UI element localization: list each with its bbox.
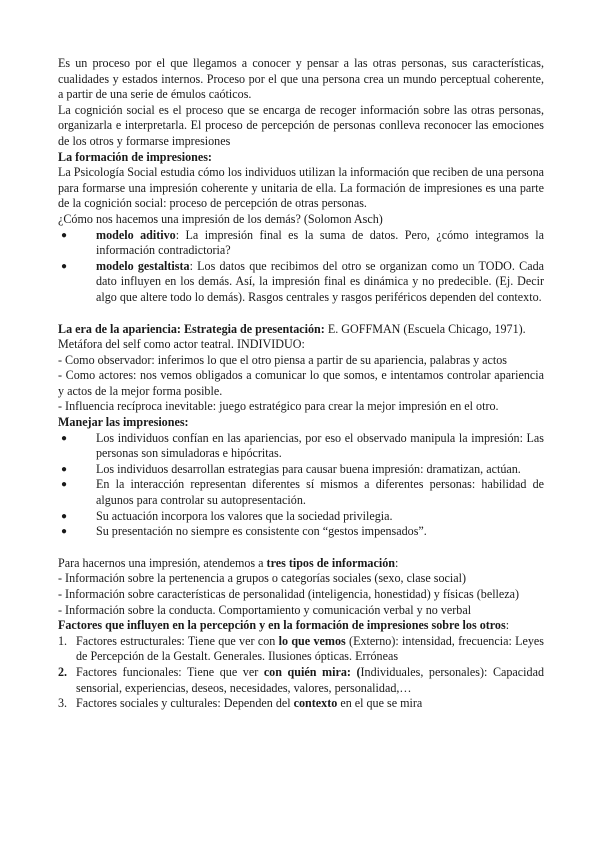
list-item: ● Su presentación no siempre es consistente con “gestos impensados”. [58, 524, 544, 540]
apariencia-heading-bold: La era de la apariencia: Estrategia de presentación: [58, 321, 325, 336]
factores-heading-colon: : [505, 618, 510, 633]
asch-question: ¿Cómo nos hacemos una impresión de los demás? (Solomon Asch) [58, 211, 383, 226]
tipos-line-1: - Información sobre la pertenencia a grupos o categorías sociales (sexo, clase social) [58, 571, 466, 586]
document-page [58, 56, 544, 712]
apariencia-line-2: - Como observador: inferimos lo que el otro piensa a partir de su apariencia, palabras y actos [58, 352, 507, 367]
tipos-intro [58, 556, 544, 572]
list-item-number: 2. [58, 664, 68, 679]
tipos-line-2: - Información sobre características de personalidad (inteligencia, honestidad) y físicas (belleza) [58, 587, 520, 601]
list-item-pre: Factores estructurales: Tiene que ver con [76, 633, 279, 648]
list-item: ● Los individuos desarrollan estrategias para causar buena impresión: dramatizan, actúan. [58, 462, 544, 478]
list-item-number: 1. [58, 633, 68, 648]
intro-paragraph-1: Es un proceso por el que llegamos a conocer y pensar a las otras personas, sus características, cualidades y estados internos. Proceso por el que una persona crea un mundo perceptual coherente, a partir de una serie de émulos caóticos. [58, 56, 544, 102]
factores-heading-text: Factores que influyen en la percepción y en la formación de impresiones sobre los otros [58, 618, 506, 633]
list-item-post: (Externo): intensidad, frecuencia: Leyes de Percepción de la Gestalt. Generales. Ilusiones ópticas. Erróneas [76, 633, 545, 664]
list-item-bold: contexto [293, 696, 338, 711]
intro-paragraph-2: La cognición social es el proceso que se encarga de recoger información sobre las otras personas, organizarla e interpretarla. El proceso de percepción de personas conlleva reconocer las emociones de los otros y formarse impresiones [58, 102, 544, 148]
list-item-number: 3. [58, 696, 68, 711]
list-item-text: : Los datos que recibimos del otro se organizan como un TODO. Cada dato influyen en los demás. Así, la impresión final es dinámica y no predecible. (Ej. Decir algo que altere todo lo demás). Rasgos centrales y rasgos periféricos dependen del contexto. [96, 258, 544, 304]
list-item-post: Individuales, personales): Capacidad sensorial, experiencias, deseos, necesidades, valores, personalidad,… [76, 664, 544, 695]
list-item [58, 634, 544, 665]
list-item-bold: modelo gestaltista [96, 258, 190, 273]
list-item: ● Su actuación incorpora los valores que la sociedad privilegia. [58, 509, 544, 525]
tipos-intro-pre: Para hacernos una impresión, atendemos a [58, 555, 267, 570]
apariencia-line-3: - Como actores: nos vemos obligados a comunicar lo que somos, e intentamos controlar apariencia y actos de la mejor forma posible. [58, 368, 544, 398]
list-item-bold: lo que vemos [278, 633, 346, 648]
apariencia-line-4: - Influencia recíproca inevitable: juego estratégico para crear la mejor impresión en el otro. [58, 399, 499, 414]
apariencia-heading [58, 322, 544, 338]
tipos-intro-post: : [394, 555, 399, 570]
list-item-text: : La impresión final es la suma de datos. Pero, ¿cómo integramos la información contradictoria? [96, 227, 544, 258]
list-item: ● En la interacción representan diferentes sí mismos a diferentes personas: habilidad de algunos para controlar su autopresentación. [58, 477, 544, 508]
list-item: ● Los individuos confían en las apariencias, por eso el observado manipula la impresión: Las personas son simuladoras e hipócritas. [58, 431, 544, 462]
manejar-heading: Manejar las impresiones: [58, 415, 189, 430]
list-item-bold: modelo aditivo [96, 227, 176, 242]
factores-heading [58, 618, 544, 634]
list-item [58, 228, 544, 259]
apariencia-heading-rest: E. GOFFMAN (Escuela Chicago, 1971). [324, 321, 526, 336]
list-item [58, 665, 544, 696]
tipos-intro-bold: tres tipos de información [266, 555, 395, 570]
list-item [58, 696, 544, 712]
model-list [58, 228, 544, 306]
list-item-pre: Factores sociales y culturales: Dependen del [76, 696, 294, 711]
formacion-paragraph: La Psicología Social estudia cómo los individuos utilizan la información que reciben de una persona para formarse una impresión coherente y unitaria de ella. La formación de impresiones es una parte de la cognición social: proceso de percepción de otras personas. [58, 165, 544, 211]
list-item-post: en el que se mira [337, 696, 423, 711]
apariencia-line-1: Metáfora del self como actor teatral. INDIVIDUO: [58, 337, 305, 352]
manejar-list [58, 431, 544, 540]
list-item [58, 259, 544, 306]
list-item-pre: Factores funcionales: Tiene que ver [76, 664, 264, 679]
factores-list [58, 634, 544, 712]
formacion-heading: La formación de impresiones: [58, 149, 212, 164]
tipos-line-3: - Información sobre la conducta. Comportamiento y comunicación verbal y no verbal [58, 602, 472, 617]
list-item-bold: con quién mira: ( [263, 664, 361, 679]
